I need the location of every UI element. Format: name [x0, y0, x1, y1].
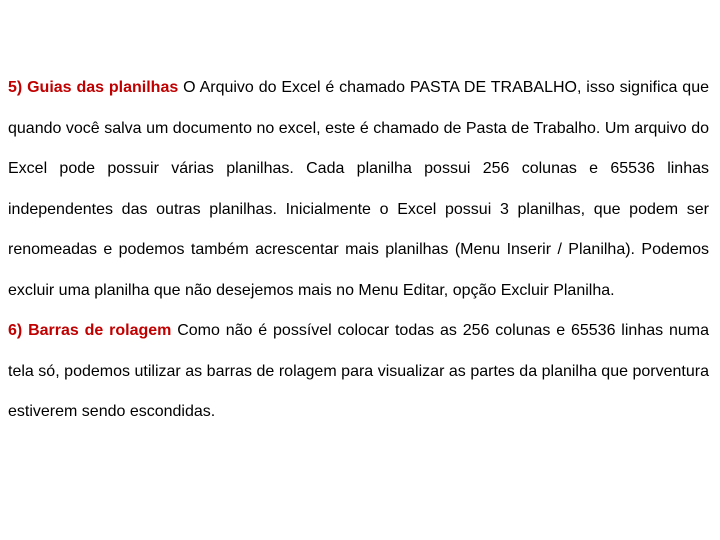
section-text: Como não é possível colocar todas as 256 colunas e 65536 linhas numa tela só, podemos utilizar as barras de rolagem para visualizar as partes da planilha que porventura estiverem sendo escondidas. — [8, 322, 709, 420]
text-body — [8, 68, 709, 433]
section-heading: 6) Barras de rolagem — [8, 322, 172, 339]
section-text: O Arquivo do Excel é chamado PASTA DE TRABALHO, isso significa que quando você salva um documento no excel, este é chamado de Pasta de Trabalho. Um arquivo do Excel pode possuir várias planilhas. Cada planilha possui 256 colunas e 65536 linhas independentes das outras planilhas. Inicialmente o Excel possui 3 planilhas, que podem ser renomeadas e podemos também acrescentar mais planilhas (Menu Inserir / Planilha). Podemos excluir uma planilha que não desejemos mais no Menu Editar, opção Excluir Planilha. — [8, 79, 710, 299]
section-guias-das-planilhas — [8, 68, 709, 311]
section-heading: 5) Guias das planilhas — [8, 79, 179, 96]
section-barras-de-rolagem — [8, 311, 709, 433]
